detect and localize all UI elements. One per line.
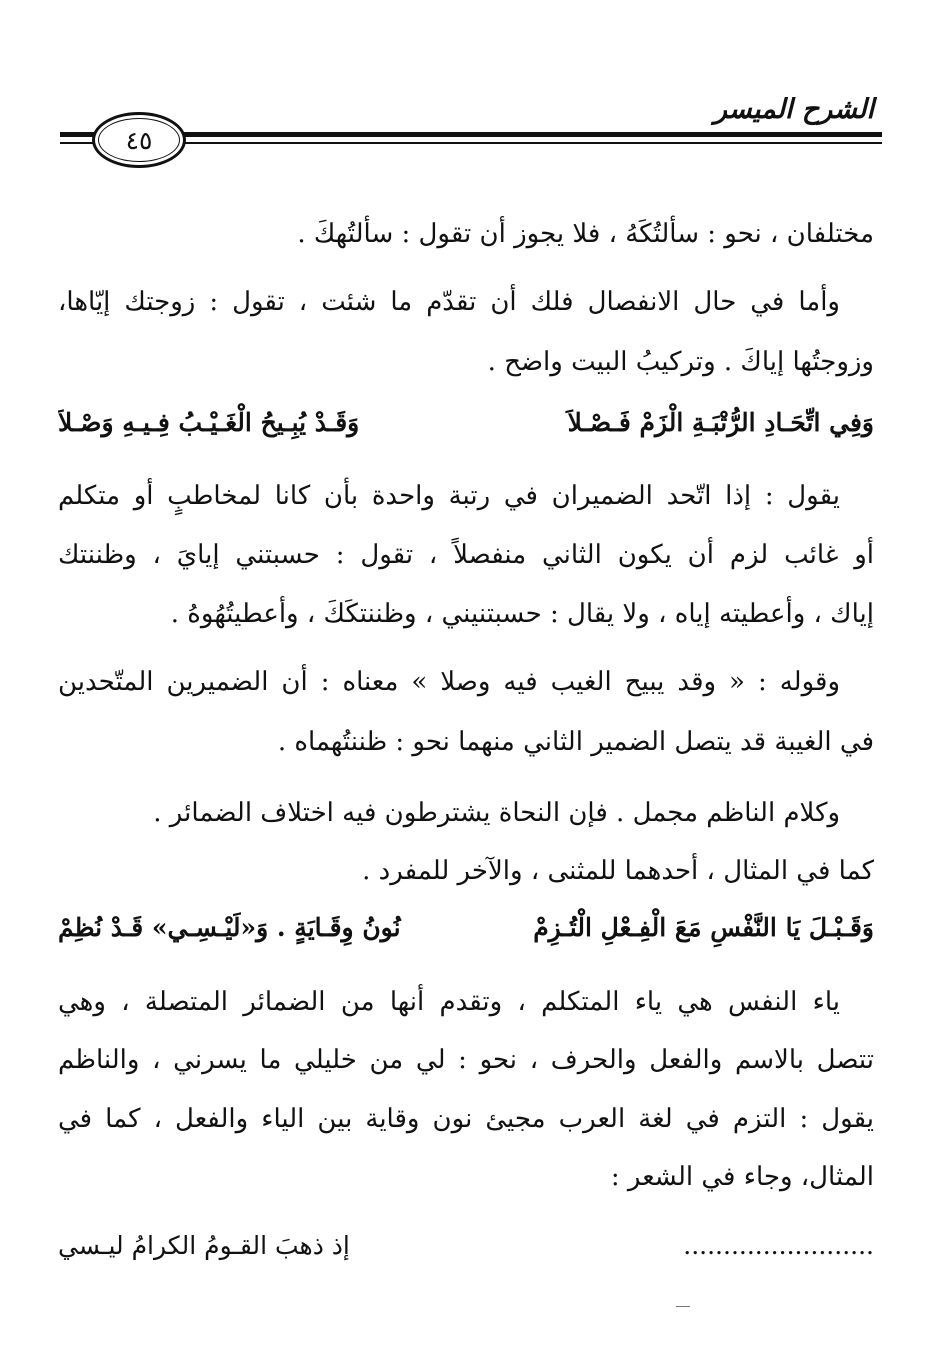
poem-hemistich-dots: ........................	[683, 1231, 874, 1260]
page-number: ٤٥	[125, 125, 153, 155]
verse-hemistich-second: نُونُ وِقَـايَةٍ . وَ«لَيْـسِـي» قَـدْ نُظِمْ	[58, 913, 401, 942]
text-line: أو غائب لزم أن يكون الثاني منفصلاً ، تقول : حسبتني إيايَ ، وظننتك	[58, 540, 874, 570]
verse-hemistich-first: وَفِي اتِّحَـادِ الرُّتْبَـةِ الْزَمْ فَـصْـلاَ	[567, 408, 874, 437]
verse-hemistich-second: وَقَـدْ يُبِـيحُ الْغَـيْـبُ فِـيـهِ وَصْـلاَ	[58, 408, 360, 437]
page-number-oval	[92, 112, 186, 168]
poem-hemistich: إذ ذهبَ القـومُ الكرامُ ليـسي	[58, 1231, 350, 1260]
running-header-title: الشرح الميسر	[713, 94, 874, 125]
text-line: كما في المثال ، أحدهما للمثنى ، والآخر للمفرد .	[362, 856, 874, 886]
verse-line	[58, 908, 874, 948]
text-line: يقول : التزم في لغة العرب مجيئ نون وقاية بين الياء والفعل ، كما في	[58, 1104, 874, 1134]
text-line: في الغيبة قد يتصل الضمير الثاني منهما نحو : ظننتُهماه .	[277, 727, 874, 757]
text-line: وزوجتُها إياكَ . وتركيبُ البيت واضح .	[487, 347, 874, 377]
verse-line	[58, 403, 874, 443]
poem-line	[58, 1226, 874, 1266]
text-line: المثال، وجاء في الشعر :	[610, 1162, 874, 1192]
text-line: وأما في حال الانفصال فلك أن تقدّم ما شئت ، تقول : زوجتك إيّاها،	[58, 287, 840, 317]
text-line: يقول : إذا اتّحد الضميران في رتبة واحدة بأن كانا لمخاطبٍ أو متكلم	[58, 481, 840, 511]
text-line: وكلام الناظم مجمل . فإن النحاة يشترطون فيه اختلاف الضمائر .	[153, 798, 840, 828]
text-line: إياك ، وأعطيته إياه ، ولا يقال : حسبتنيني ، وظننتكَكَ ، وأعطيتُهُوهُ .	[170, 599, 874, 629]
text-line: تتصل بالاسم والفعل والحرف ، نحو : لي من خليلي ما يسرني ، والناظم	[58, 1045, 874, 1075]
text-line: مختلفان ، نحو : سألتُكَهُ ، فلا يجوز أن تقول : سألتُهكَ .	[297, 219, 874, 249]
verse-hemistich-first: وَقَـبْـلَ يَا النَّفْسِ مَعَ الْفِـعْلِ الْتُـزِمْ	[533, 913, 874, 942]
text-line: ياء النفس هي ياء المتكلم ، وتقدم أنها من الضمائر المتصلة ، وهي	[58, 987, 840, 1017]
footer-mark	[676, 1306, 690, 1307]
text-line: وقوله : « وقد يبيح الغيب فيه وصلا » معناه : أن الضميرين المتّحدين	[58, 667, 840, 697]
